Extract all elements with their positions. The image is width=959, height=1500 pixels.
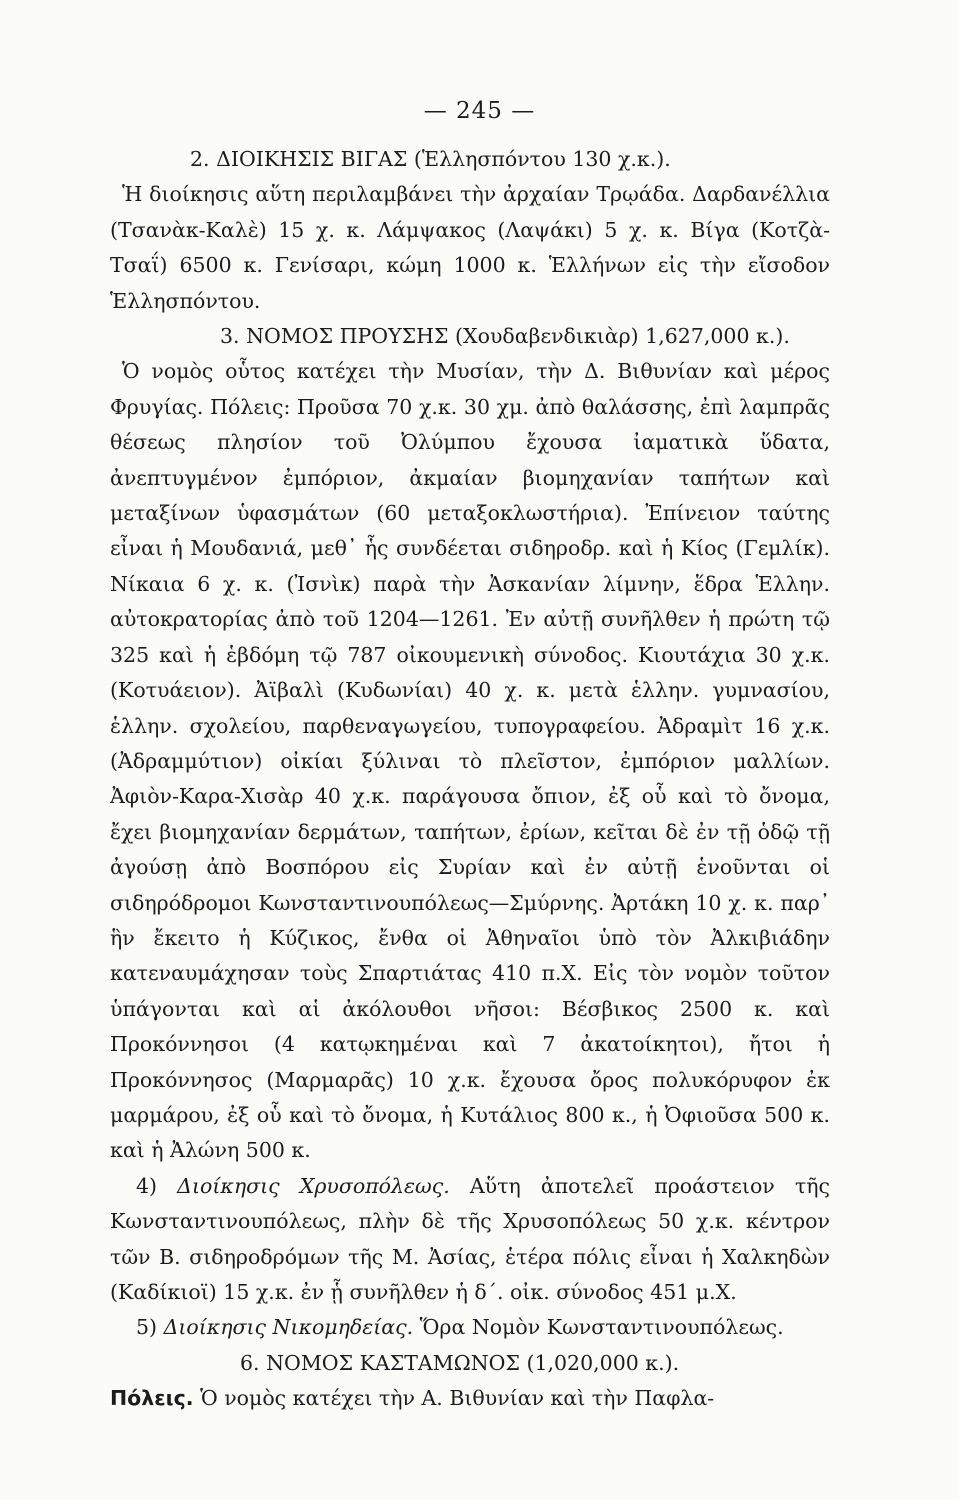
section-4-number: 4) [136,1173,178,1198]
section-4-paragraph [110,1169,830,1311]
section-4-body: Αὕτη ἀποτελεῖ προάστειον τῆς Κωνσταντινουπόλεως, πλὴν δὲ τῆς Χρυσοπόλεως 50 χ.κ. κέντρον τῶν Β. σιδηροδρόμων τῆς Μ. Ἀσίας, ἑτέρα πόλις εἶναι ἡ Χαλκηδὼν (Καδίκιοϊ) 15 χ.κ. ἐν ᾗ συνῆλθεν ἡ δ΄. οἰκ. σύνοδος 451 μ.Χ. [110,1173,830,1304]
section-4-title: Διοίκησις Χρυσοπόλεως. [177,1173,450,1198]
section-2-heading: 2. ΔΙΟΙΚΗΣΙΣ ΒΙΓΑΣ (Ἑλλησπόντου 130 χ.κ.). [190,147,671,171]
section-6-lead: Πόλεις. [110,1386,194,1411]
section-3-body: Ὁ νομὸς οὗτος κατέχει τὴν Μυσίαν, τὴν Δ. Βιθυνίαν καὶ μέρος Φρυγίας. Πόλεις: Προῦσα 70 χ.κ. 30 χμ. ἀπὸ θαλάσσης, ἐπὶ λαμπρᾶς θέσεως πλησίον τοῦ Ὀλύμπου ἔχουσα ἰαματικὰ ὕδατα, ἀνεπτυγμένον ἐμπόριον, ἀκμαίαν βιομηχανίαν ταπήτων καὶ μεταξίνων ὑφασμάτων (60 μεταξοκλωστήρια). Ἐπίνειον ταύτης εἶναι ἡ Μουδανιά, μεθ᾽ ἧς συνδέεται σιδηροδρ. καὶ ἡ Κίος (Γεμλίκ). Νίκαια 6 χ. κ. (Ἰσνὶκ) παρὰ τὴν Ἀσκανίαν λίμνην, ἕδρα Ἑλλην. αὐτοκρατορίας ἀπὸ τοῦ 1204—1261. Ἐν αὐτῇ συνῆλθεν ἡ πρώτη τῷ 325 καὶ ἡ ἑβδόμη τῷ 787 οἰκουμενικὴ σύνοδος. Κιουτάχια 30 χ.κ. (Κοτυάειον). Ἀϊβαλὶ (Κυδωνίαι) 40 χ. κ. μετὰ ἑλλην. γυμνασίου, ἑλλην. σχολείου, παρθεναγωγείου, τυπογραφείου. Ἀδραμὶτ 16 χ.κ. (Ἀδραμμύτιον) οἰκίαι ξύλιναι τὸ πλεῖστον, ἐμπόριον μαλλίων. Ἀφιὸν-Καρα-Χισὰρ 40 χ.κ. παράγουσα ὄπιον, ἐξ οὗ καὶ τὸ ὄνομα, ἔχει βιομηχανίαν δερμάτων, ταπήτων, ἐρίων, κεῖται δὲ ἐν τῇ ὁδῷ τῇ ἀγούσῃ ἀπὸ Βοσπόρου εἰς Συρίαν καὶ ἐν αὐτῇ ἑνοῦνται οἱ σιδηρόδρομοι Κωνσταντινουπόλεως—Σμύρνης. Ἀρτάκη 10 χ. κ. παρ᾽ ἣν ἔκειτο ἡ Κύζικος, ἔνθα οἱ Ἀθηναῖοι ὑπὸ τὸν Ἀλκιβιάδην κατεναυμάχησαν τοὺς Σπαρτιάτας 410 π.Χ. Εἰς τὸν νομὸν τοῦτον ὑπάγονται καὶ αἱ ἀκόλουθοι νῆσοι: Βέσβικος 2500 κ. καὶ Προκόννησοι (4 κατῳκημέναι καὶ 7 ἀκατοίκητοι), ἤτοι ἡ Προκόννησος (Μαρμαρᾶς) 10 χ.κ. ἔχουσα ὄρος πολυκόρυφον ἐκ μαρμάρου, ἐξ οὗ καὶ τὸ ὄνομα, ἡ Κυτάλιος 800 κ., ἡ Ὀφιοῦσα 500 κ. καὶ ἡ Ἀλώνη 500 κ. [110,359,830,1163]
section-5-number: 5) [136,1315,164,1340]
section-3-heading: 3. ΝΟΜΟΣ ΠΡΟΥΣΗΣ (Χουδαβενδικιὰρ) 1,627,000 κ.). [220,324,790,349]
section-6-heading: 6. ΝΟΜΟΣ ΚΑΣΤΑΜΩΝΟΣ (1,020,000 κ.). [240,1350,680,1375]
section-6-paragraph [110,1381,830,1416]
page-number: — 245 — [423,98,536,124]
section-2-body: Ἡ διοίκησις αὕτη περιλαμβάνει τὴν ἀρχαίαν Τρῳάδα. Δαρδανέλλια (Τσανὰκ-Καλὲ) 15 χ. κ. Λάμψακος (Λαψάκι) 5 χ. κ. Βίγα (Κοτζὰ-Τσαΐ) 6500 κ. Γενίσαρι, κώμη 1000 κ. Ἑλλήνων εἰς τὴν εἴσοδον Ἑλλησπόντου. [110,182,830,313]
section-5-body: Ὅρα Νομὸν Κωνσταντινουπόλεως. [413,1315,784,1340]
section-6-body: Ὁ νομὸς κατέχει τὴν Α. Βιθυνίαν καὶ τὴν Παφλα- [193,1386,715,1411]
page-text [110,142,830,1417]
section-5-title: Διοίκησις Νικομηδείας. [163,1315,414,1340]
section-5-paragraph [110,1310,830,1345]
